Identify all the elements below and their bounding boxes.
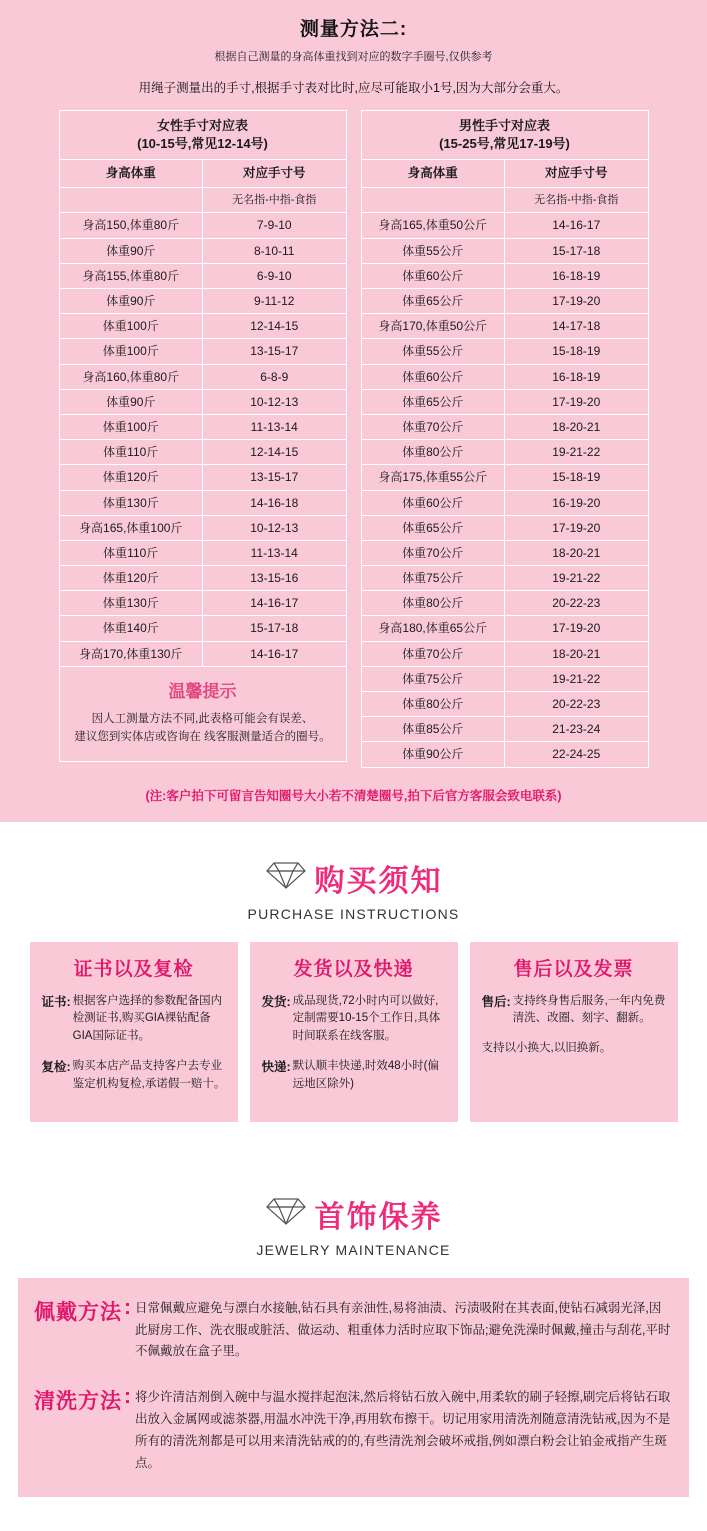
table-row — [361, 717, 648, 742]
card-aftersales-row-1 — [482, 993, 666, 1029]
row-ring-size: 17-19-20 — [505, 616, 649, 641]
female-blank-cell — [59, 188, 203, 213]
row-height-weight: 体重75公斤 — [361, 566, 505, 591]
section-note: 用绳子测量出的手寸,根据手寸表对比时,应尽可能取小1号,因为大部分会重大。 — [138, 81, 569, 95]
table-row — [59, 616, 346, 641]
male-col2-subheader: 无名指-中指-食指 — [505, 188, 649, 213]
row-ring-size: 16-18-19 — [505, 364, 649, 389]
tips-box — [59, 667, 347, 762]
table-row — [59, 188, 346, 213]
table-row — [59, 540, 346, 565]
table-row — [59, 591, 346, 616]
row-height-weight: 体重100斤 — [59, 414, 203, 439]
row-height-weight: 体重70公斤 — [361, 414, 505, 439]
row-height-weight: 体重130斤 — [59, 591, 203, 616]
table-row — [59, 213, 346, 238]
row-ring-size: 15-18-19 — [505, 339, 649, 364]
maintenance-row-cleaning — [34, 1383, 673, 1475]
row-ring-size: 14-17-18 — [505, 314, 649, 339]
tips-line2: 建议您到实体店或咨询在 线客服测量适合的圈号。 — [74, 731, 331, 744]
table-row — [59, 289, 346, 314]
table-row — [59, 515, 346, 540]
table-row — [361, 339, 648, 364]
row-ring-size: 18-20-21 — [505, 414, 649, 439]
maintenance-title-en: JEWELRY MAINTENANCE — [256, 1241, 451, 1258]
row-height-weight: 体重55公斤 — [361, 339, 505, 364]
row-label: 证书: — [41, 994, 71, 1009]
table-row — [361, 465, 648, 490]
row-height-weight: 体重80公斤 — [361, 591, 505, 616]
row-ring-size: 18-20-21 — [505, 641, 649, 666]
row-height-weight: 体重65公斤 — [361, 515, 505, 540]
table-row — [361, 515, 648, 540]
maintenance-label: 清洗方法 — [34, 1390, 122, 1414]
table-row — [59, 160, 346, 188]
table-head-row — [361, 111, 648, 160]
card-certificate-row-1 — [42, 993, 226, 1046]
table-row — [361, 616, 648, 641]
row-value: 默认顺丰快递,时效48小时(偏远地区除外) — [292, 1060, 439, 1090]
tips-title: 温馨提示 — [168, 681, 237, 701]
male-head-line1: 男性手寸对应表 — [458, 118, 550, 133]
row-ring-size: 18-20-21 — [505, 540, 649, 565]
female-col1-header: 身高体重 — [59, 160, 203, 188]
row-height-weight: 体重75公斤 — [361, 666, 505, 691]
row-ring-size: 12-14-15 — [203, 440, 347, 465]
row-height-weight: 体重90斤 — [59, 289, 203, 314]
row-height-weight: 体重130斤 — [59, 490, 203, 515]
row-height-weight: 体重100斤 — [59, 314, 203, 339]
card-certificate-title: 证书以及复检 — [73, 958, 194, 980]
row-height-weight: 体重120斤 — [59, 465, 203, 490]
table-row — [361, 692, 648, 717]
maintenance-heading — [0, 1192, 707, 1258]
table-row — [361, 364, 648, 389]
row-ring-size: 16-19-20 — [505, 490, 649, 515]
table-row — [361, 213, 648, 238]
table-row — [59, 238, 346, 263]
row-ring-size: 15-17-18 — [505, 238, 649, 263]
section-title: 测量方法二: — [299, 19, 408, 40]
card-shipping-title: 发货以及快递 — [293, 958, 414, 980]
row-ring-size: 9-11-12 — [203, 289, 347, 314]
table-row — [59, 389, 346, 414]
table-row — [59, 641, 346, 666]
female-table-column — [59, 110, 347, 762]
row-height-weight: 体重120斤 — [59, 566, 203, 591]
table-row — [59, 364, 346, 389]
table-row — [361, 389, 648, 414]
row-ring-size: 13-15-16 — [203, 566, 347, 591]
row-height-weight: 体重60公斤 — [361, 263, 505, 288]
row-ring-size: 14-16-17 — [203, 641, 347, 666]
table-row — [361, 591, 648, 616]
row-height-weight: 体重80公斤 — [361, 692, 505, 717]
row-ring-size: 15-17-18 — [203, 616, 347, 641]
row-value: 根据客户选择的参数配备国内检测证书,购买GIA裸钻配备GIA国际证书。 — [72, 994, 223, 1043]
row-height-weight: 体重70公斤 — [361, 540, 505, 565]
row-height-weight: 体重55公斤 — [361, 238, 505, 263]
row-ring-size: 19-21-22 — [505, 666, 649, 691]
table-row — [59, 314, 346, 339]
table-row — [361, 414, 648, 439]
maintenance-section — [0, 1158, 707, 1523]
row-height-weight: 体重80公斤 — [361, 440, 505, 465]
row-height-weight: 体重110斤 — [59, 540, 203, 565]
purchase-cards — [0, 942, 707, 1122]
maintenance-colon: : — [124, 1385, 131, 1409]
female-table-body — [59, 213, 346, 666]
table-row — [59, 465, 346, 490]
table-row — [361, 160, 648, 188]
female-col2-header: 对应手寸号 — [203, 160, 347, 188]
maintenance-colon: : — [124, 1295, 131, 1319]
row-height-weight: 身高150,体重80斤 — [59, 213, 203, 238]
row-ring-size: 14-16-17 — [203, 591, 347, 616]
row-ring-size: 17-19-20 — [505, 389, 649, 414]
row-height-weight: 体重65公斤 — [361, 389, 505, 414]
row-height-weight: 身高165,体重100斤 — [59, 515, 203, 540]
row-height-weight: 身高175,体重55公斤 — [361, 465, 505, 490]
card-shipping — [250, 942, 458, 1122]
row-height-weight: 体重90公斤 — [361, 742, 505, 767]
female-table-head — [59, 111, 346, 160]
table-row — [361, 440, 648, 465]
purchase-title-en: PURCHASE INSTRUCTIONS — [247, 905, 460, 922]
row-ring-size: 13-15-17 — [203, 339, 347, 364]
table-row — [59, 263, 346, 288]
card-shipping-row-1 — [262, 993, 446, 1046]
female-head-line2: (10-15号,常见12-14号) — [137, 136, 268, 152]
maintenance-text: 日常佩戴应避免与漂白水接触,钻石具有亲油性,易将油渍、污渍吸附在其表面,使钻石减弱光泽,因此厨房工作、洗衣服或脏活、做运动、粗重体力活时应取下饰品;避免洗澡时佩戴,撞击与刮花,平时不佩戴放在盒子里。 — [135, 1300, 671, 1359]
row-height-weight: 体重65公斤 — [361, 289, 505, 314]
row-height-weight: 体重100斤 — [59, 339, 203, 364]
table-row — [361, 490, 648, 515]
male-col2-header: 对应手寸号 — [505, 160, 649, 188]
female-head-line1: 女性手寸对应表 — [156, 118, 248, 133]
row-ring-size: 11-13-14 — [203, 540, 347, 565]
row-height-weight: 体重90斤 — [59, 238, 203, 263]
row-height-weight: 身高165,体重50公斤 — [361, 213, 505, 238]
row-height-weight: 体重85公斤 — [361, 717, 505, 742]
table-row — [361, 188, 648, 213]
row-height-weight: 身高160,体重80斤 — [59, 364, 203, 389]
male-size-table — [361, 110, 649, 768]
row-label: 发货: — [261, 994, 291, 1009]
row-height-weight: 体重70公斤 — [361, 641, 505, 666]
maintenance-title: 首饰保养 — [314, 1200, 443, 1234]
row-ring-size: 11-13-14 — [203, 414, 347, 439]
section-subtitle: 根据自己测量的身高体重找到对应的数字手圈号,仅供参考 — [214, 51, 493, 63]
card-aftersales-extra: 支持以小换大,以旧换新。 — [481, 1042, 612, 1055]
row-height-weight: 身高170,体重50公斤 — [361, 314, 505, 339]
bottom-spacer — [0, 1497, 707, 1523]
maintenance-box — [18, 1278, 689, 1497]
card-shipping-row-2 — [262, 1058, 446, 1094]
card-aftersales — [470, 942, 678, 1122]
row-ring-size: 7-9-10 — [203, 213, 347, 238]
row-ring-size: 6-9-10 — [203, 263, 347, 288]
maintenance-row-wearing — [34, 1294, 673, 1364]
row-ring-size: 21-23-24 — [505, 717, 649, 742]
table-row — [361, 566, 648, 591]
row-ring-size: 17-19-20 — [505, 515, 649, 540]
row-height-weight: 身高155,体重80斤 — [59, 263, 203, 288]
row-height-weight: 体重110斤 — [59, 440, 203, 465]
maintenance-title-row — [0, 1192, 707, 1236]
row-ring-size: 13-15-17 — [203, 465, 347, 490]
row-height-weight: 体重60公斤 — [361, 364, 505, 389]
table-row — [59, 339, 346, 364]
row-ring-size: 14-16-18 — [203, 490, 347, 515]
table-row — [59, 440, 346, 465]
row-ring-size: 8-10-11 — [203, 238, 347, 263]
row-ring-size: 16-18-19 — [505, 263, 649, 288]
table-row — [361, 742, 648, 767]
row-height-weight: 身高170,体重130斤 — [59, 641, 203, 666]
maintenance-label: 佩戴方法 — [34, 1300, 122, 1324]
male-blank-cell — [361, 188, 505, 213]
size-footer-note: (注:客户拍下可留言告知圈号大小若不清楚圈号,拍下后官方客服会致电联系) — [145, 788, 562, 803]
card-aftersales-title: 售后以及发票 — [513, 958, 634, 980]
diamond-icon — [265, 860, 307, 895]
male-table-column — [361, 110, 649, 768]
row-value: 成品现货,72小时内可以做好,定制需要10-15个工作日,具体时间联系在线客服。 — [292, 994, 441, 1043]
table-row — [361, 666, 648, 691]
row-ring-size: 10-12-13 — [203, 515, 347, 540]
table-row — [361, 641, 648, 666]
tips-line1: 因人工测量方法不同,此表格可能会有误差、 — [91, 712, 314, 725]
table-row — [361, 238, 648, 263]
row-ring-size: 19-21-22 — [505, 440, 649, 465]
row-height-weight: 体重140斤 — [59, 616, 203, 641]
female-size-table — [59, 110, 347, 667]
row-ring-size: 10-12-13 — [203, 389, 347, 414]
row-ring-size: 12-14-15 — [203, 314, 347, 339]
row-ring-size: 6-8-9 — [203, 364, 347, 389]
table-row — [59, 414, 346, 439]
diamond-icon — [265, 1196, 307, 1231]
row-ring-size: 14-16-17 — [505, 213, 649, 238]
card-certificate — [30, 942, 238, 1122]
table-row — [59, 566, 346, 591]
table-row — [361, 263, 648, 288]
row-label: 售后: — [481, 994, 511, 1009]
row-value: 购买本店产品支持客户去专业鉴定机构复检,承诺假一赔十。 — [72, 1060, 226, 1090]
row-ring-size: 17-19-20 — [505, 289, 649, 314]
size-tables-wrap — [0, 110, 707, 768]
purchase-title: 购买须知 — [314, 864, 443, 898]
table-row — [361, 540, 648, 565]
male-table-body — [361, 213, 648, 767]
row-height-weight: 体重60公斤 — [361, 490, 505, 515]
row-value: 支持终身售后服务,一年内免费清洗、改圈、刻字、翻新。 — [512, 994, 666, 1025]
row-height-weight: 身高180,体重65公斤 — [361, 616, 505, 641]
row-ring-size: 19-21-22 — [505, 566, 649, 591]
row-label: 快递: — [261, 1060, 291, 1074]
purchase-title-row — [0, 856, 707, 900]
purchase-heading — [0, 856, 707, 922]
maintenance-text: 将少许清洁剂倒入碗中与温水搅拌起泡沫,然后将钻石放入碗中,用柔软的刷子轻擦,刷完后将钻石取出放入金属网或滤茶器,用温水冲洗干净,再用软布擦干。切记用家用清洗剂随意清洗钻戒,因为不是所有的清洗剂都是可以用来清洗钻戒的的,有些清洗剂会破坏戒指,例如漂白粉会让铂金戒指产生斑点。 — [135, 1390, 671, 1470]
male-head-line2: (15-25号,常见17-19号) — [439, 136, 570, 152]
male-table-head — [361, 111, 648, 160]
row-ring-size: 22-24-25 — [505, 742, 649, 767]
row-height-weight: 体重90斤 — [59, 389, 203, 414]
table-row — [59, 490, 346, 515]
row-label: 复检: — [41, 1060, 71, 1074]
card-certificate-row-2 — [42, 1058, 226, 1094]
table-row — [361, 314, 648, 339]
purchase-section — [0, 822, 707, 1122]
row-ring-size: 20-22-23 — [505, 692, 649, 717]
row-ring-size: 15-18-19 — [505, 465, 649, 490]
table-head-row — [59, 111, 346, 160]
male-col1-header: 身高体重 — [361, 160, 505, 188]
female-col2-subheader: 无名指-中指-食指 — [203, 188, 347, 213]
table-row — [361, 289, 648, 314]
row-ring-size: 20-22-23 — [505, 591, 649, 616]
